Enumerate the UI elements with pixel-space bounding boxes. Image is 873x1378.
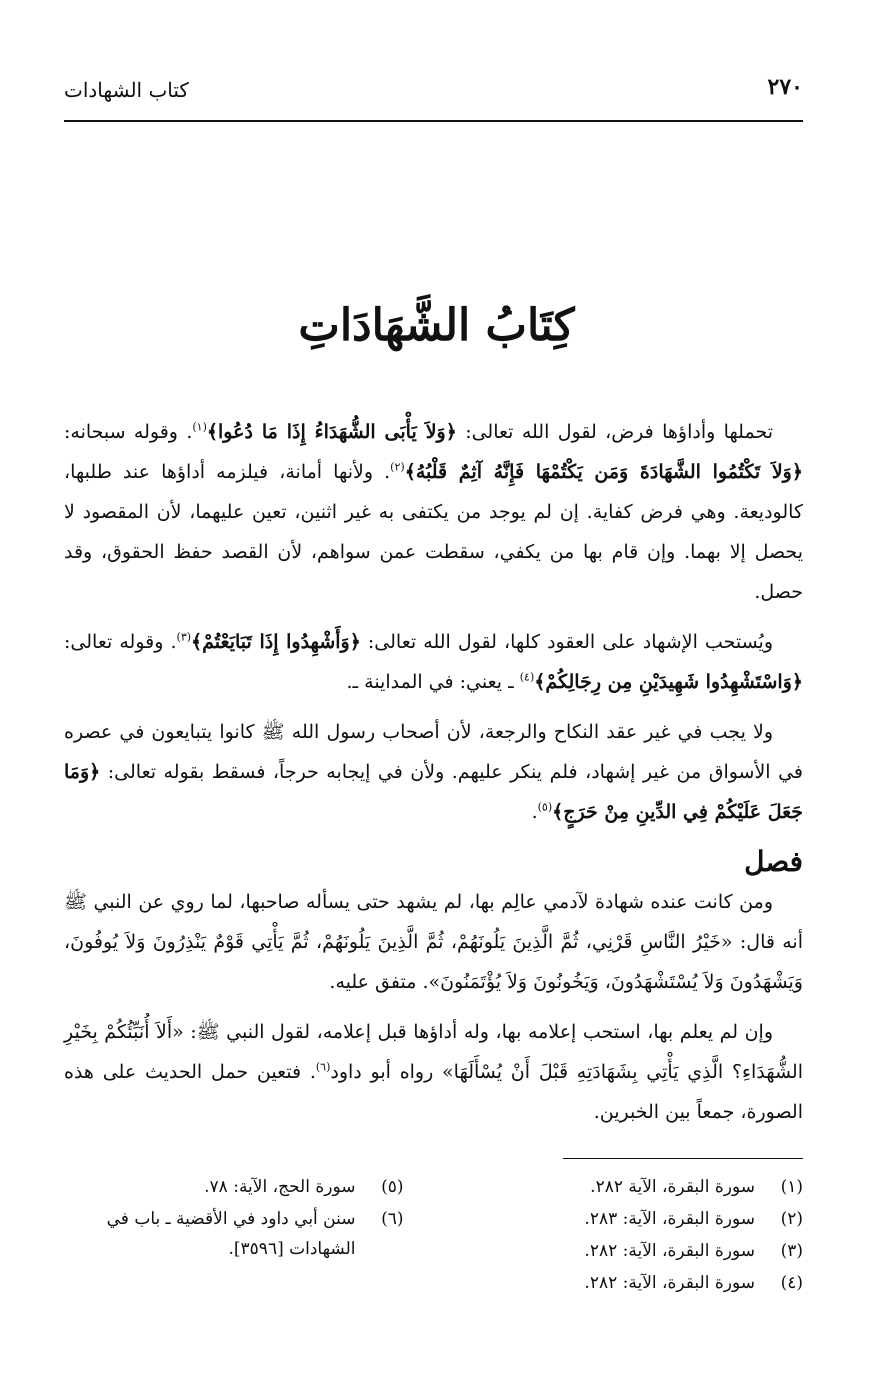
text-run: . وقوله سبحانه:: [64, 421, 193, 443]
footnote-number: (٦): [381, 1209, 404, 1229]
footnote: [434, 1172, 804, 1202]
text-run: .: [531, 801, 538, 823]
footnote-ref: (٥): [537, 800, 553, 814]
text-run: . فتعين حمل الحديث على هذه الصورة، جمعاً بين الخبرين.: [64, 1061, 803, 1123]
quran-verse: ﴿وَأَشْهِدُوا إِذَا تَبَايَعْتُمْ﴾: [191, 631, 361, 653]
text-run: . وقوله تعالى:: [64, 631, 177, 653]
footnote-text: سنن أبي داود في الأقضية ـ باب في الشهادات [٣٥٩٦].: [106, 1209, 356, 1259]
text-run: ويُستحب الإشهاد على العقود كلها، لقول الله تعالى:: [360, 631, 773, 653]
page-number: ٢٧٠: [767, 74, 803, 100]
footnote-divider: [563, 1158, 803, 1159]
section-heading: فصل: [744, 845, 803, 878]
paragraph-2: [64, 622, 803, 702]
footnote: [434, 1204, 804, 1234]
footnote: [64, 1204, 404, 1264]
footnote-ref: (٦): [315, 1060, 331, 1074]
quran-verse: ﴿وَلاَ يَأْبَى الشُّهَدَاءُ إِذَا مَا دُعُوا﴾: [206, 421, 457, 443]
footnote-number: (٤): [780, 1273, 803, 1293]
text-run: ومن كانت عنده شهادة لآدمي عالِم بها، لم يشهد حتى يسأله صاحبها، لما روي عن النبي ﷺ أنه قال: «خَيْرُ النَّاسِ قَرْنِي، ثُمَّ الَّذِينَ يَلُونَهُمْ، ثُمَّ الَّذِينَ يَلُونَهُمْ، ثُمَّ يَأْتِي قَوْمٌ يَنْذِرُونَ وَلاَ يُوفُونَ، وَيَشْهَدُونَ وَلاَ يُسْتَشْهَدُونَ، وَيَخُونُونَ وَلاَ يُؤْتَمَنُونَ». متفق عليه.: [64, 891, 803, 993]
footnote-ref: (١): [192, 420, 207, 434]
text-run: ولا يجب في غير عقد النكاح والرجعة، لأن أصحاب رسول الله ﷺ كانوا يتبايعون في عصره في الأسواق من غير إشهاد، فلم ينكر عليهم. ولأن في إيجابه حرجاً، فسقط بقوله تعالى:: [64, 721, 803, 783]
chapter-title: كِتَابُ الشَّهَادَاتِ: [298, 300, 575, 351]
footnote-column-left: [64, 1172, 434, 1300]
footnote-text: سورة البقرة، الآية ٢٨٢.: [590, 1177, 755, 1197]
footnote: [434, 1268, 804, 1298]
footnote-number: (٥): [381, 1177, 404, 1197]
footnote: [64, 1172, 404, 1202]
text-run: وإن لم يعلم بها، استحب إعلامه بها، وله أداؤها قبل إعلامه، لقول النبي ﷺ: «أَلاَ أُنَبِّئُكُمْ بِخَيْرِ الشُّهَدَاءِ؟ الَّذِي يَأْتِي بِشَهَادَتِهِ قَبْلَ أَنْ يُسْأَلَهَا» رواه أبو داود: [64, 1021, 803, 1083]
footnote-text: سورة البقرة، الآية: ٢٨٣.: [584, 1209, 755, 1229]
page-header: [64, 70, 803, 122]
footnote-number: (١): [780, 1177, 803, 1197]
paragraph-3: [64, 712, 803, 832]
body-text: [64, 412, 803, 1142]
quran-verse: ﴿وَمَا جَعَلَ عَلَيْكُمْ فِي الدِّينِ مِنْ حَرَجٍ﴾: [64, 761, 803, 823]
text-run: تحملها وأداؤها فرض، لقول الله تعالى:: [456, 421, 773, 443]
footnotes: [64, 1172, 803, 1300]
footnote-number: (٢): [780, 1209, 803, 1229]
footnote-number: (٣): [780, 1241, 803, 1261]
footnote-text: سورة الحج، الآية: ٧٨.: [204, 1177, 356, 1197]
footnote-column-right: [434, 1172, 804, 1300]
running-title: كتاب الشهادات: [64, 78, 189, 102]
footnote: [434, 1236, 804, 1266]
footnote-text: سورة البقرة، الآية: ٢٨٢.: [584, 1273, 755, 1293]
quran-verse: ﴿وَاسْتَشْهِدُوا شَهِيدَيْنِ مِن رِجَالِكُمْ﴾: [534, 671, 803, 693]
text-run: . ولأنها أمانة، فيلزمه أداؤها عند طلبها، كالوديعة. وهي فرض كفاية. إن لم يوجد من يكتفى به غير اثنين، تعين عليهما، لأن المقصود لا يحصل إلا بهما. وإن قام بها من يكفي، سقطت عمن سواهم، لأن القصد حفظ الحقوق، وقد حصل.: [64, 461, 803, 603]
paragraph-1: [64, 412, 803, 612]
footnote-text: سورة البقرة، الآية: ٢٨٢.: [584, 1241, 755, 1261]
quran-verse: ﴿وَلاَ تَكْتُمُوا الشَّهَادَةَ وَمَن يَكْتُمْهَا فَإِنَّهُ آثِمٌ قَلْبُهُ﴾: [404, 461, 803, 483]
text-run: ـ يعني: في المداينة ـ.: [346, 671, 520, 693]
footnote-ref: (٢): [390, 460, 405, 474]
footnote-ref: (٤): [519, 670, 535, 684]
paragraph-4: [64, 882, 803, 1002]
footnote-ref: (٣): [176, 630, 192, 644]
paragraph-5: [64, 1012, 803, 1132]
